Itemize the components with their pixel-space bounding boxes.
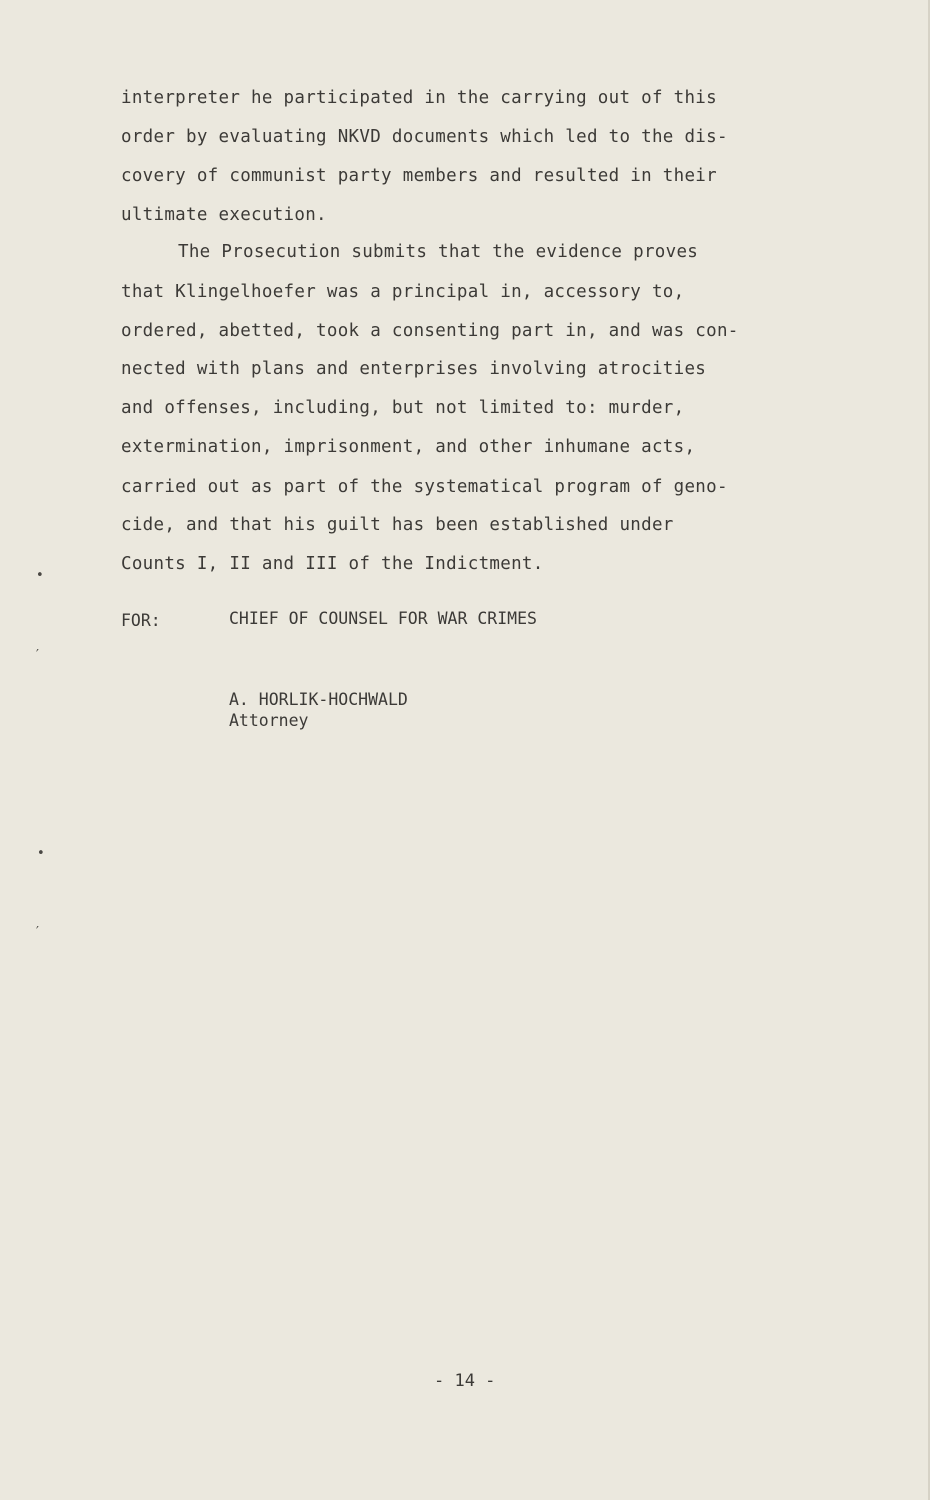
signatory-title: Attorney <box>229 711 309 730</box>
page-number: - 14 - <box>434 1371 496 1391</box>
scan-mark: • <box>36 568 44 583</box>
text-line: cide, and that his guilt has been established under <box>121 515 674 535</box>
scan-mark: ′ <box>36 648 39 663</box>
text-line: order by evaluating NKVD documents which led to the dis- <box>121 127 728 147</box>
text-line: covery of communist party members and resulted in their <box>121 166 717 186</box>
text-line: ultimate execution. <box>121 205 327 225</box>
text-line: extermination, imprisonment, and other inhumane acts, <box>121 437 696 457</box>
scan-mark: ′ <box>36 925 39 940</box>
text-line: Counts I, II and III of the Indictment. <box>121 554 544 574</box>
text-line: ordered, abetted, took a consenting part in, and was con- <box>121 321 739 341</box>
text-line: interpreter he participated in the carrying out of this <box>121 88 717 108</box>
signatory-name: A. HORLIK-HOCHWALD <box>229 690 408 709</box>
for-label: FOR: <box>121 611 161 630</box>
text-line: and offenses, including, but not limited to: murder, <box>121 398 685 418</box>
for-value: CHIEF OF COUNSEL FOR WAR CRIMES <box>229 609 537 628</box>
scan-mark: • <box>37 846 45 861</box>
text-line: nected with plans and enterprises involving atrocities <box>121 359 707 379</box>
text-line: carried out as part of the systematical program of geno- <box>121 477 728 497</box>
text-line: that Klingelhoefer was a principal in, accessory to, <box>121 282 685 302</box>
text-line: The Prosecution submits that the evidence proves <box>178 242 699 262</box>
